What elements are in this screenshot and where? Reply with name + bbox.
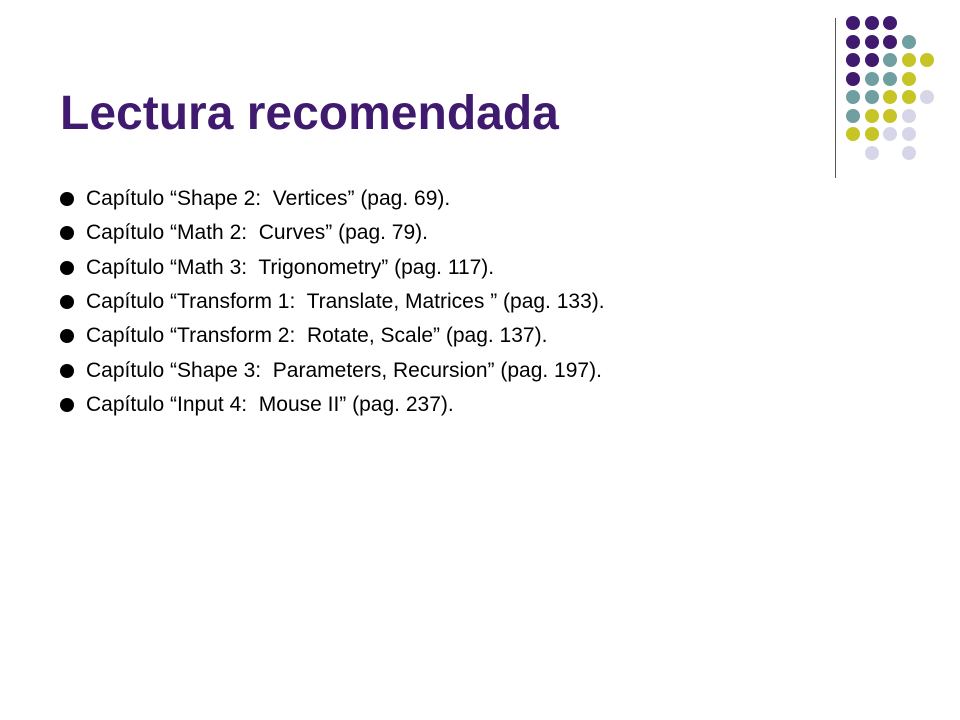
list-item-text: Capítulo “Transform 2: Rotate, Scale” (pag. 137). xyxy=(86,324,548,348)
list-item xyxy=(60,251,605,285)
decorative-dot xyxy=(865,16,879,30)
bullet-icon xyxy=(60,398,74,412)
reading-list xyxy=(60,182,605,422)
decorative-dot xyxy=(865,90,879,104)
decorative-dot xyxy=(902,72,916,86)
decorative-dot xyxy=(883,127,897,141)
decorative-dot xyxy=(902,90,916,104)
list-item xyxy=(60,216,605,250)
decorative-dot xyxy=(902,35,916,49)
decorative-dot xyxy=(902,53,916,67)
decorative-dot xyxy=(846,127,860,141)
decorative-dot xyxy=(846,109,860,123)
list-item xyxy=(60,388,605,422)
list-item xyxy=(60,182,605,216)
decorative-dot xyxy=(846,90,860,104)
decorative-dot xyxy=(865,127,879,141)
list-item xyxy=(60,285,605,319)
decorative-dot xyxy=(902,127,916,141)
bullet-icon xyxy=(60,329,74,343)
bullet-icon xyxy=(60,295,74,309)
list-item-text: Capítulo “Input 4: Mouse II” (pag. 237). xyxy=(86,392,454,416)
decorative-dot xyxy=(846,72,860,86)
bullet-icon xyxy=(60,226,74,240)
bullet-icon xyxy=(60,261,74,275)
list-item-text: Capítulo “Math 2: Curves” (pag. 79). xyxy=(86,221,428,245)
decorative-dot xyxy=(883,90,897,104)
decorative-dot xyxy=(883,53,897,67)
list-item xyxy=(60,319,605,353)
decorative-dot xyxy=(883,35,897,49)
decorative-dot xyxy=(846,16,860,30)
list-item-text: Capítulo “Shape 2: Vertices” (pag. 69). xyxy=(86,187,451,211)
list-item-text: Capítulo “Shape 3: Parameters, Recursion” (pag. 197). xyxy=(86,358,602,382)
slide-title: Lectura recomendada xyxy=(60,87,559,140)
decorative-dot xyxy=(883,72,897,86)
decorative-dot xyxy=(902,146,916,160)
decorative-dot xyxy=(865,146,879,160)
decorative-dot xyxy=(846,35,860,49)
decorative-dot xyxy=(865,72,879,86)
decorative-dot xyxy=(865,35,879,49)
decorative-dot xyxy=(883,16,897,30)
decorative-dot xyxy=(865,109,879,123)
decorative-dot xyxy=(920,53,934,67)
decorative-dot xyxy=(865,53,879,67)
list-item-text: Capítulo “Transform 1: Translate, Matrices ” (pag. 133). xyxy=(86,290,605,314)
decorative-dot xyxy=(883,109,897,123)
list-item-text: Capítulo “Math 3: Trigonometry” (pag. 117). xyxy=(86,255,495,279)
bullet-icon xyxy=(60,364,74,378)
bullet-icon xyxy=(60,192,74,206)
decorative-dot xyxy=(846,53,860,67)
decorative-dot xyxy=(920,90,934,104)
decorative-dot xyxy=(902,109,916,123)
list-item xyxy=(60,353,605,387)
vertical-divider xyxy=(835,18,836,178)
